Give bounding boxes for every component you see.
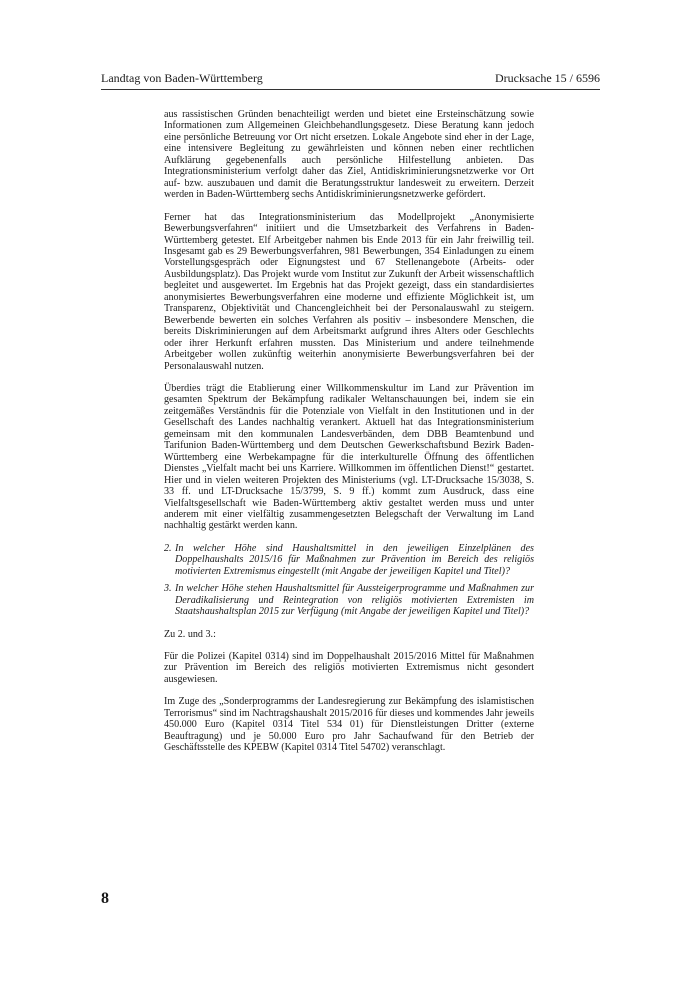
question-list bbox=[164, 543, 534, 618]
question-item bbox=[164, 583, 534, 617]
body-paragraph: Überdies trägt die Etablierung einer Willkommenskultur im Land zur Prävention im gesamten Spektrum der Bekämpfung radikaler Weltanschauungen bei, indem sie ein zeitgemäßes Verständnis für die Potenziale von Vielfalt in den Institutionen und in der Gesellschaft des Landes nachhaltig verankert. Aktuell hat das Integrationsministerium gemeinsam mit den kommunalen Landesverbänden, dem DBB Beamtenbund und Tarifunion Baden-Württemberg und dem Deutschen Gewerkschaftsbund Bezirk Baden-Württemberg eine Werbekampagne für die interkulturelle Öffnung des öffentlichen Dienstes „Vielfalt macht bei uns Karriere. Willkommen im öffentlichen Dienst!“ gestartet. Hier und in vielen weiteren Projekten des Ministeriums (vgl. LT-Drucksache 15/3038, S. 33 ff. und LT-Drucksache 15/3799, S. 9 ff.) kommt zum Ausdruck, dass eine Vielfaltsgesellschaft wie Baden-Württemberg aktiv gestaltet werden muss und unter anderem mit einer vielfältig zusammengesetzten Belegschaft der Verwaltung im Land nachhaltig gestärkt werden kann. bbox=[164, 382, 534, 532]
header-document-number: Drucksache 15 / 6596 bbox=[495, 71, 600, 85]
question-text: In welcher Höhe stehen Haushaltsmittel für Aussteigerprogramme und Maßnahmen zur Deradikalisierung und Reintegration von religiös motivierten Extremisten im Staatshaushaltsplan 2015 zur Verfügung (mit Angabe der jeweiligen Kapitel und Titel)? bbox=[175, 583, 534, 618]
page-number: 8 bbox=[101, 890, 109, 907]
question-text: In welcher Höhe sind Haushaltsmittel in den jeweiligen Einzelplänen des Doppelhaushalts 2015/16 für Maßnahmen zur Prävention im Bereich des religiös motivierten Extremismus eingestellt (mit Angabe der jeweiligen Kapitel und Titel)? bbox=[175, 542, 534, 577]
header-parliament-name: Landtag von Baden-Württemberg bbox=[101, 71, 263, 85]
question-number: 3. bbox=[164, 583, 172, 595]
body-paragraph: aus rassistischen Gründen benachteiligt werden und bietet eine Ersteinschätzung sowie Informationen zum Allgemeinen Gleichbehandlungsgesetz. Diese Beratung kann jedoch eine persönliche Betreuung vor Ort nicht ersetzen. Lokale Angebote sind eher in der Lage, eine intensivere Begleitung zu gewährleisten und können neben einer rechtlichen Aufklärung gegebenenfalls auch persönliche Hilfestellung anbieten. Das Integrationsministerium verfolgt daher das Ziel, Antidiskriminierungsnetzwerke vor Ort auf- bzw. auszubauen und damit die Beratungsstruktur landesweit zu erweitern. Derzeit werden in Baden-Württemberg sechs Antidiskriminierungsnetzwerke gefördert. bbox=[164, 109, 534, 201]
document-body bbox=[164, 109, 534, 765]
body-paragraph: Ferner hat das Integrationsministerium das Modellprojekt „Anonymisierte Bewerbungsverfahren“ initiiert und die Umsetzbarkeit des Verfahrens in Baden-Württemberg getestet. Elf Arbeitgeber nahmen bis Ende 2013 für ein Jahr freiwillig teil. Insgesamt gab es 29 Bewerbungsverfahren, 981 Bewerbungen, 354 Einladungen zu einem Vorstellungsgespräch oder Eignungstest und 67 Stellenangebote (Arbeits- oder Ausbildungsplatz). Das Projekt wurde vom Institut zur Zukunft der Arbeit wissenschaftlich begleitet und ausgewertet. Im Ergebnis hat das Projekt gezeigt, dass ein standardisiertes anonymisiertes Bewerbungsverfahren eine moderne und effiziente Möglichkeit ist, um Transparenz, Objektivität und Chancengleichheit bei der Personalauswahl zu steigern. Bewerbende bewerten ein solches Verfahren als positiv – insbesondere Menschen, die bereits Diskriminierungen auf dem Arbeitsmarkt aufgrund ihres Alters oder Geschlechts oder ihrer Herkunft erfahren mussten. Das Ministerium und andere teilnehmende Arbeitgeber wollen zukünftig weiterhin anonymisierte Bewerbungsverfahren bei der Personalauswahl nutzen. bbox=[164, 211, 534, 372]
answer-paragraph: Für die Polizei (Kapitel 0314) sind im Doppelhaushalt 2015/2016 Mittel für Maßnahmen zur Prävention im Bereich des religiös motivierten Extremismus nicht gesondert ausgewiesen. bbox=[164, 651, 534, 685]
page-header bbox=[101, 71, 600, 90]
question-item bbox=[164, 543, 534, 577]
answer-paragraph: Im Zuge des „Sonderprogramms der Landesregierung zur Bekämpfung des islamistischen Terrorismus“ sind im Nachtragshaushalt 2015/2016 für dieses und kommendes Jahr jeweils 450.000 Euro (Kapitel 0314 Titel 534 01) für Dienstleistungen Dritter (externe Beauftragung) und je 50.000 Euro pro Jahr Sachaufwand für den Betrieb der Geschäftsstelle des KPEBW (Kapitel 0314 Titel 54702) veranschlagt. bbox=[164, 696, 534, 754]
question-number: 2. bbox=[164, 542, 172, 554]
answer-heading: Zu 2. und 3.: bbox=[164, 628, 216, 640]
